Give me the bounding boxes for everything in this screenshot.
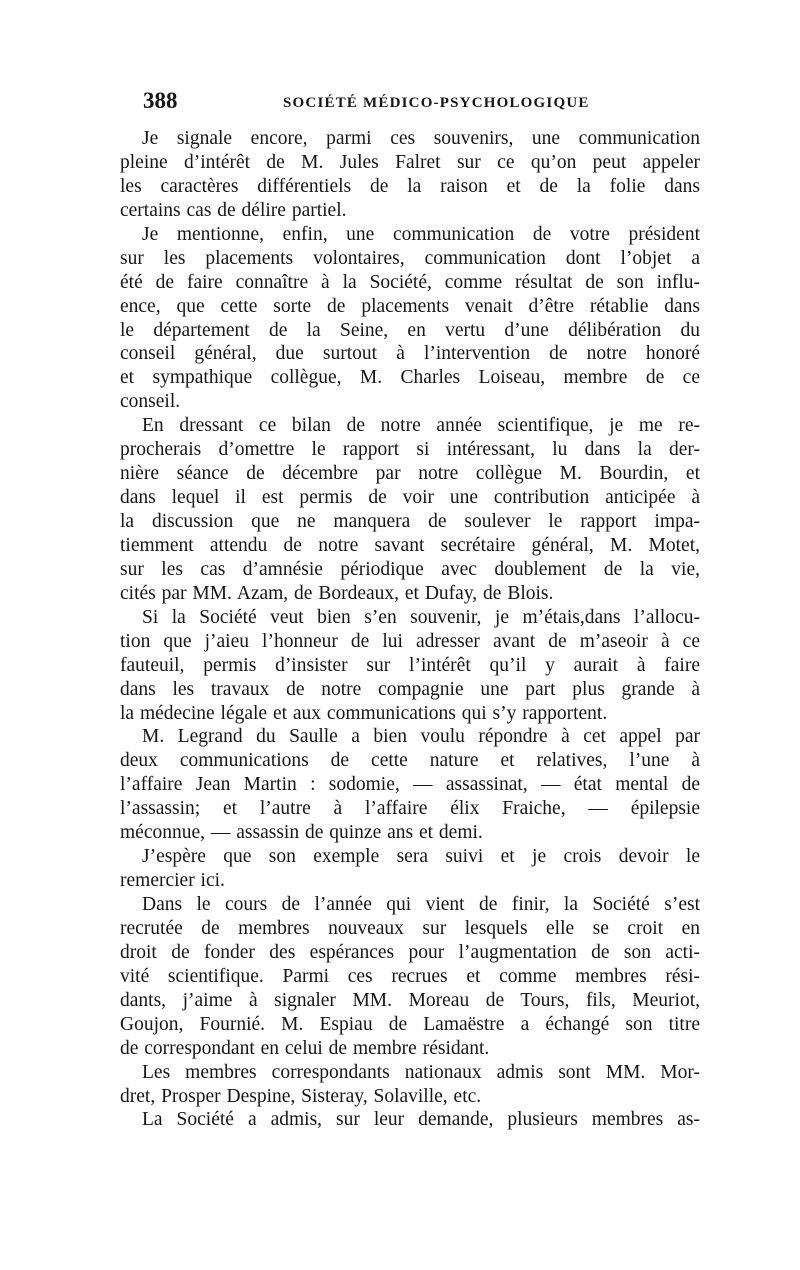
text-line: En dressant ce bilan de notre année scientifique, je me re- — [142, 415, 700, 437]
text-line: tiemment attendu de notre savant secrétaire général, M. Motet, — [120, 534, 700, 556]
text-line: certains cas de délire partiel. — [120, 199, 347, 221]
text-line: l’affaire Jean Martin : sodomie, — assassinat, — état mental de — [120, 774, 700, 796]
text-line: La Société a admis, sur leur demande, plusieurs membres as- — [142, 1109, 700, 1131]
page-number: 388 — [143, 88, 178, 113]
text-line: vité scientifique. Parmi ces recrues et comme membres rési- — [120, 965, 700, 987]
text-line: conseil général, due surtout à l’intervention de notre honoré — [120, 343, 700, 365]
text-line: été de faire connaître à la Société, comme résultat de son influ- — [120, 271, 700, 293]
text-line: M. Legrand du Saulle a bien voulu répondre à cet appel par — [142, 726, 700, 748]
text-line: l’assassin; et l’autre à l’affaire élix Fraiche, — épilepsie — [120, 798, 700, 820]
text-line: Je signale encore, parmi ces souvenirs, une communication — [142, 128, 700, 149]
text-line: méconnue, — assassin de quinze ans et demi. — [120, 822, 483, 844]
text-line: recrutée de membres nouveaux sur lesquels elle se croit en — [120, 917, 700, 939]
text-line: fauteuil, permis d’insister sur l’intérêt qu’il y aurait à faire — [120, 654, 700, 676]
text-line: Les membres correspondants nationaux admis sont MM. Mor- — [142, 1061, 700, 1083]
text-line: cités par MM. Azam, de Bordeaux, et Dufay, de Blois. — [120, 582, 554, 604]
text-line: J’espère que son exemple sera suivi et je crois devoir le — [142, 846, 700, 868]
text-line: le département de la Seine, en vertu d’une délibération du — [120, 319, 700, 341]
text-line: Goujon, Fournié. M. Espiau de Lamaëstre a échangé son titre — [120, 1013, 700, 1035]
text-line: les caractères différentiels de la raison et de la folie dans — [120, 175, 700, 197]
body-text — [120, 127, 700, 1132]
text-line: procherais d’omettre le rapport si intéressant, lu dans la der- — [120, 439, 700, 461]
text-line: droit de fonder des espérances pour l’augmentation de son acti- — [120, 941, 700, 963]
text-line: deux communications de cette nature et relatives, l’une à — [120, 750, 700, 772]
text-line: nière séance de décembre par notre collègue M. Bourdin, et — [120, 463, 700, 485]
text-line: dans les travaux de notre compagnie une part plus grande à — [120, 678, 700, 700]
text-line: de correspondant en celui de membre résidant. — [120, 1037, 490, 1059]
text-line: pleine d’intérêt de M. Jules Falret sur ce qu’on peut appeler — [120, 151, 700, 173]
text-line: Si la Société veut bien s’en souvenir, je m’étais,dans l’allocu- — [142, 606, 700, 628]
text-line: sur les cas d’amnésie périodique avec doublement de la vie, — [120, 558, 700, 580]
page-header — [135, 88, 700, 122]
text-line: et sympathique collègue, M. Charles Loiseau, membre de ce — [120, 367, 700, 389]
text-line: dants, j’aime à signaler MM. Moreau de Tours, fils, Meuriot, — [120, 989, 700, 1011]
text-line: Dans le cours de l’année qui vient de finir, la Société s’est — [142, 894, 700, 915]
text-line: dret, Prosper Despine, Sisteray, Solaville, etc. — [120, 1085, 482, 1107]
text-line: Je mentionne, enfin, une communication de votre président — [142, 223, 700, 245]
running-head: SOCIÉTÉ MÉDICO-PSYCHOLOGIQUE — [283, 95, 590, 111]
text-line: la médecine légale et aux communications qui s’y rapportent. — [120, 702, 608, 724]
text-line: tion que j’aieu l’honneur de lui adresser avant de m’aseoir à ce — [120, 630, 700, 652]
text-line: la discussion que ne manquera de soulever le rapport impa- — [120, 511, 700, 532]
text-line: dans lequel il est permis de voir une contribution anticipée à — [120, 487, 700, 509]
text-line: ence, que cette sorte de placements venait d’être rétablie dans — [120, 295, 700, 317]
text-line: conseil. — [120, 391, 181, 413]
text-line: sur les placements volontaires, communication dont l’objet a — [120, 247, 700, 269]
text-line: remercier ici. — [120, 870, 225, 892]
